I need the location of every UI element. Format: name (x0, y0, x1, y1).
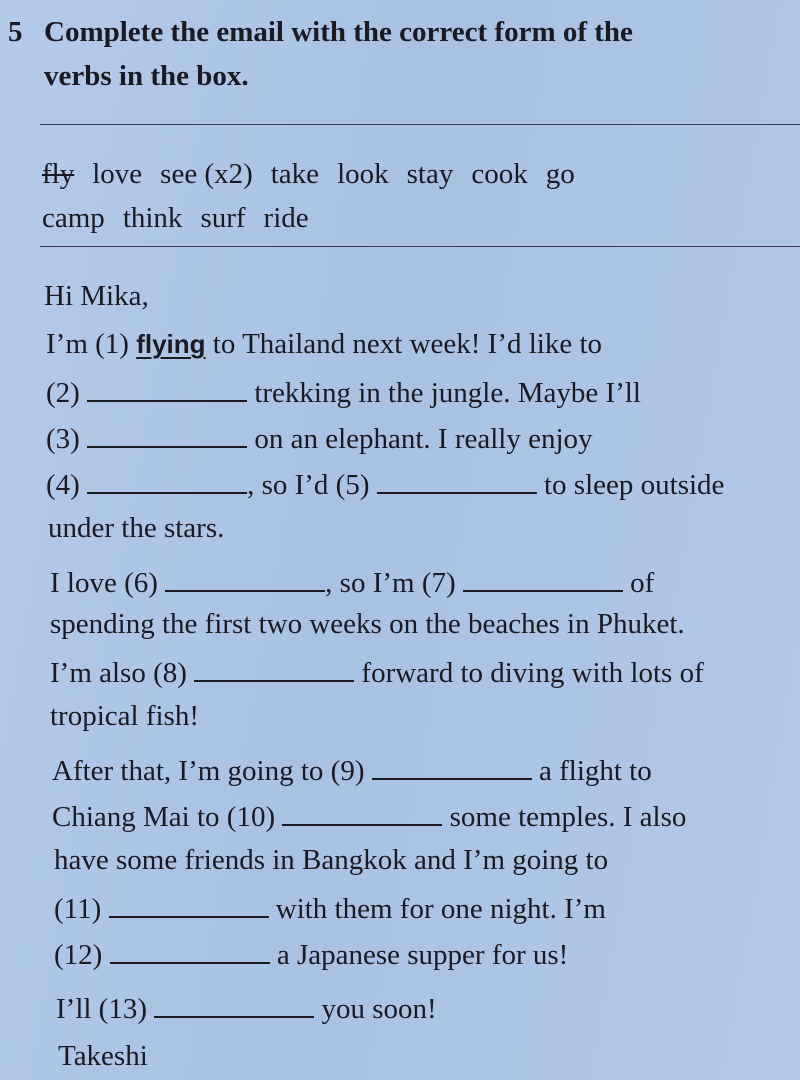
answer-blank-12[interactable] (110, 936, 270, 964)
verb-word: go (545, 158, 575, 190)
answer-blank-6[interactable] (165, 564, 325, 592)
email-text: of (630, 567, 655, 599)
email-text: I’ll (13) (56, 993, 147, 1025)
email-text: with them for one night. I’m (275, 893, 606, 925)
verb-word: think (122, 202, 183, 234)
email-text: on an elephant. I really enjoy (254, 423, 593, 455)
verb-word: surf (200, 202, 246, 234)
verb-box (42, 152, 782, 240)
email-line: have some friends in Bangkok and I’m going to (54, 844, 609, 876)
example-answer: flying (136, 329, 206, 359)
answer-blank-11[interactable] (109, 890, 269, 918)
verb-word: love (92, 158, 143, 190)
email-text: (3) (46, 423, 80, 455)
instruction-line-2: verbs in the box. (44, 60, 249, 92)
email-line (46, 328, 602, 361)
verb-word: look (337, 158, 389, 190)
email-text: , so I’d (5) (247, 469, 370, 501)
email-text: a Japanese supper for us! (276, 939, 569, 971)
answer-blank-8[interactable] (194, 654, 354, 682)
box-top-rule (40, 124, 800, 125)
answer-blank-7[interactable] (463, 564, 623, 592)
email-text: (2) (46, 377, 80, 409)
email-text: (4) (46, 469, 80, 501)
answer-blank-2[interactable] (87, 374, 247, 402)
answer-blank-10[interactable] (282, 798, 442, 826)
email-text: Chiang Mai to (10) (52, 801, 276, 833)
answer-blank-4[interactable] (87, 466, 247, 494)
email-text: forward to diving with lots of (361, 657, 704, 689)
email-text: After that, I’m going to (9) (52, 755, 365, 787)
verb-word: stay (406, 158, 454, 190)
instruction-line-1: Complete the email with the correct form of the (44, 16, 633, 48)
email-line (46, 420, 593, 456)
email-text: , so I’m (7) (325, 567, 456, 599)
email-text: you soon! (321, 993, 437, 1025)
email-text: (12) (54, 939, 103, 971)
verb-word: see (x2) (160, 158, 253, 190)
verb-word: ride (263, 202, 309, 234)
email-line: under the stars. (48, 512, 225, 544)
email-text: I love (6) (50, 567, 158, 599)
answer-blank-13[interactable] (154, 990, 314, 1018)
box-bottom-rule (40, 246, 800, 247)
email-line (52, 752, 652, 788)
email-text: some temples. I also (449, 801, 687, 833)
email-line (50, 564, 654, 600)
email-text: (11) (54, 893, 102, 925)
verb-box-line-1 (42, 152, 782, 196)
email-text: I’m (1) (46, 328, 129, 360)
verb-word: camp (42, 202, 105, 234)
email-line (56, 990, 437, 1026)
email-greeting: Hi Mika, (44, 280, 149, 312)
verb-box-line-2 (42, 196, 782, 240)
email-line: spending the first two weeks on the beaches in Phuket. (50, 608, 685, 640)
verb-word: fly (42, 158, 75, 190)
email-line (54, 936, 568, 972)
email-line (54, 890, 606, 926)
email-text: I’m also (8) (50, 657, 187, 689)
email-line (50, 654, 704, 690)
email-line (52, 798, 686, 834)
verb-word: cook (471, 158, 528, 190)
email-signature: Takeshi (58, 1040, 148, 1072)
email-line (46, 466, 724, 502)
email-text: a flight to (538, 755, 652, 787)
email-text: trekking in the jungle. Maybe I’ll (254, 377, 641, 409)
answer-blank-3[interactable] (87, 420, 247, 448)
email-line: tropical fish! (50, 700, 199, 732)
exercise-heading (8, 10, 788, 98)
answer-blank-5[interactable] (377, 466, 537, 494)
verb-word: take (270, 158, 320, 190)
email-text: to sleep outside (544, 469, 725, 501)
email-text: to Thailand next week! I’d like to (212, 328, 603, 360)
exercise-number: 5 (8, 16, 23, 48)
answer-blank-9[interactable] (372, 752, 532, 780)
email-line (46, 374, 641, 410)
